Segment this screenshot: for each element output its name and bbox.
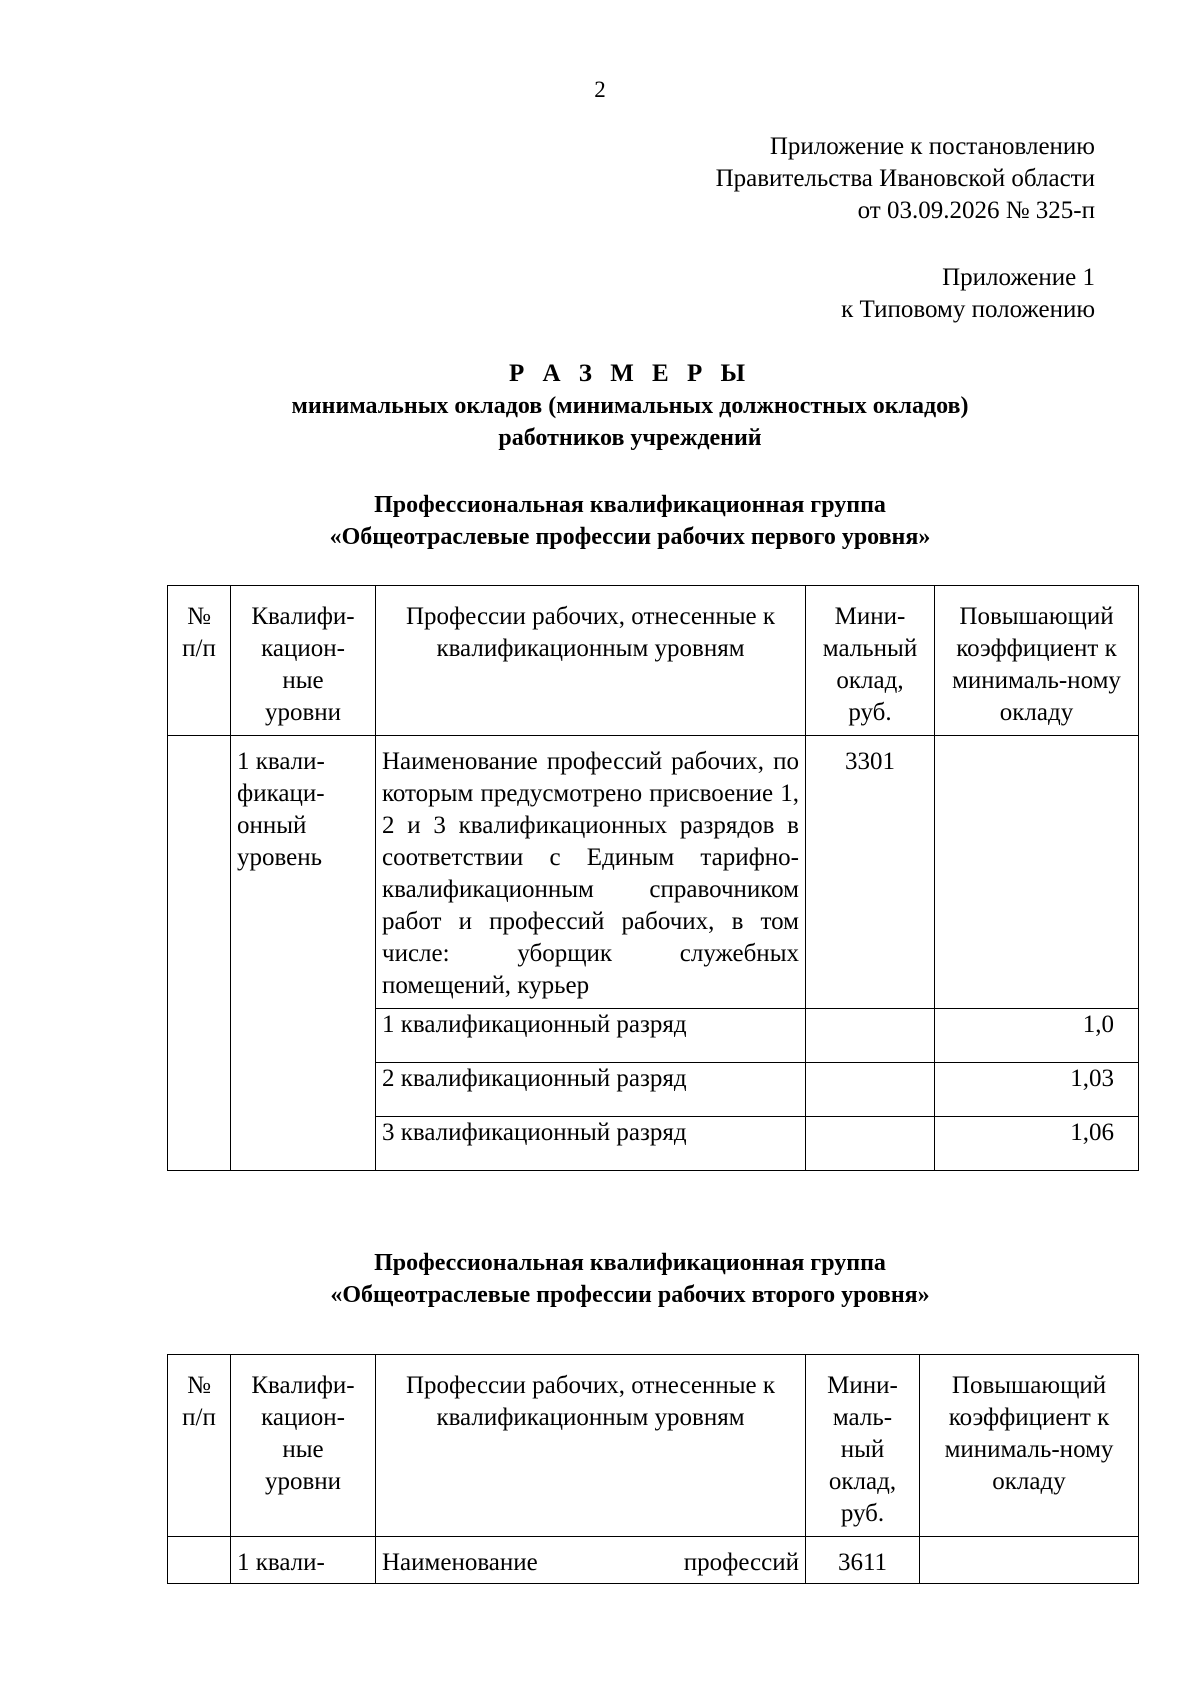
cell-num (168, 736, 231, 1171)
appendix-reference (716, 131, 1095, 227)
cell-description: Наименование профессий (376, 1537, 806, 1584)
header-level: Квалифи-кацион-ные уровни (231, 1355, 376, 1537)
header-level: Квалифи-кацион-ные уровни (231, 586, 376, 736)
page-number: 2 (594, 77, 606, 102)
appendix-line: Приложение к постановлению (769, 133, 1095, 160)
group2-table (167, 1354, 1139, 1584)
cell-description: Наименование профессий рабочих, по которым предусмотрено присвоение 1, 2 и 3 квалификационных разрядов в соответствии с Единым тарифно-квалификационным справочником работ и профессий рабочих, в том числе: уборщик служебных помещений, курьер (376, 736, 806, 1009)
cell-coef-empty (920, 1537, 1139, 1584)
header-salary: Мини-мальный оклад, руб. (806, 586, 935, 736)
table-header-row (168, 1355, 1139, 1537)
cell-salary: 3611 (806, 1537, 920, 1584)
cell-level: 1 квали-фикаци-онный уровень (231, 736, 376, 1171)
header-coef: Повышающий коэффициент к минималь-ному окладу (935, 586, 1139, 736)
table-header-row (168, 586, 1139, 736)
header-salary: Мини-маль-ный оклад, руб. (806, 1355, 920, 1537)
appendix-line: Приложение 1 (942, 264, 1095, 291)
header-professions: Профессии рабочих, отнесенные к квалификационным уровням (376, 1355, 806, 1537)
cell-coef-empty (935, 736, 1139, 1009)
cell-grade-coef: 1,0 (935, 1009, 1139, 1063)
group1-table (167, 585, 1139, 1171)
title-subheading: работников учреждений (498, 425, 762, 451)
cell-grade-coef: 1,06 (935, 1117, 1139, 1171)
cell-salary-empty (806, 1009, 935, 1063)
header-professions: Профессии рабочих, отнесенные к квалификационным уровням (376, 586, 806, 736)
cell-grade-name: 1 квалификационный разряд (376, 1009, 806, 1063)
table-row (168, 1537, 1139, 1584)
group-heading-line: Профессиональная квалификационная группа (374, 1250, 886, 1276)
document-title (0, 358, 1200, 454)
appendix-1-reference (841, 262, 1095, 326)
cell-level: 1 квали- (231, 1537, 376, 1584)
table-row (168, 736, 1139, 1009)
cell-salary: 3301 (806, 736, 935, 1009)
appendix-line: от 03.09.2026 № 325-п (857, 197, 1095, 224)
title-subheading: минимальных окладов (минимальных должностных окладов) (291, 393, 969, 419)
cell-grade-name: 2 квалификационный разряд (376, 1063, 806, 1117)
header-coef: Повышающий коэффициент к минималь-ному окладу (920, 1355, 1139, 1537)
group-heading-line: Профессиональная квалификационная группа (374, 492, 886, 518)
cell-grade-coef: 1,03 (935, 1063, 1139, 1117)
group2-heading (0, 1247, 1200, 1311)
group-heading-line: «Общеотраслевые профессии рабочих второго уровня» (330, 1282, 930, 1308)
header-num: № п/п (168, 1355, 231, 1537)
group-heading-line: «Общеотраслевые профессии рабочих первого уровня» (329, 524, 931, 550)
cell-grade-name: 3 квалификационный разряд (376, 1117, 806, 1171)
cell-salary-empty (806, 1117, 935, 1171)
cell-num (168, 1537, 231, 1584)
header-num: № п/п (168, 586, 231, 736)
appendix-line: к Типовому положению (841, 296, 1095, 323)
appendix-line: Правительства Ивановской области (715, 165, 1095, 192)
title-heading: Р А З М Е Р Ы (508, 360, 752, 387)
cell-salary-empty (806, 1063, 935, 1117)
group1-heading (0, 489, 1200, 553)
